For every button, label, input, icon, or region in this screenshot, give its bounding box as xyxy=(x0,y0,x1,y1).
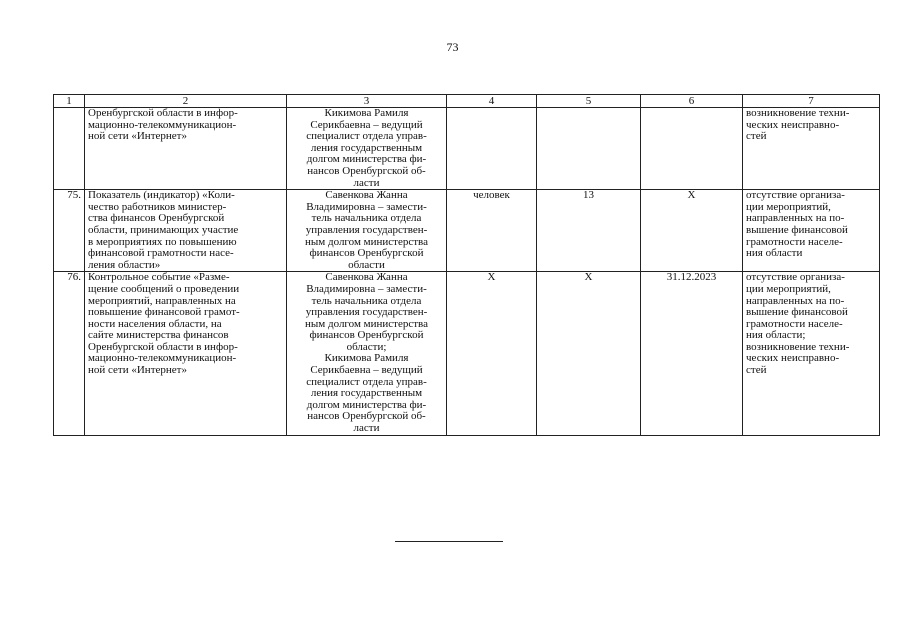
column-number: 4 xyxy=(447,95,537,108)
text-line: Владимировна – замести- xyxy=(306,200,427,213)
text-line: ным долгом министерства xyxy=(305,317,428,330)
text-line: грамотности населе- xyxy=(746,235,843,248)
text-line: стей xyxy=(746,364,767,377)
text-line: ния области; xyxy=(746,329,806,342)
row-number: 75. xyxy=(54,190,85,272)
text-line: Кикимова Рамиля xyxy=(324,107,409,119)
text-line: ции мероприятий, xyxy=(746,282,831,295)
text-line: ческих неисправно- xyxy=(746,118,840,131)
text-line: ления государственным xyxy=(310,387,423,400)
text-line: стей xyxy=(746,130,767,143)
text-line: специалист отдела управ- xyxy=(306,130,427,143)
text-line: ности населения области, на xyxy=(88,317,222,330)
responsible-person xyxy=(287,108,447,190)
text-line: ной сети «Интернет» xyxy=(88,130,187,143)
text-line: тель начальника отдела xyxy=(311,212,422,225)
text-line: Серикбаевна – ведущий xyxy=(310,118,423,131)
text-line: Серикбаевна – ведущий xyxy=(310,364,423,377)
text-line: направленных на по- xyxy=(746,294,845,307)
text-line: Оренбургской области в инфор- xyxy=(88,107,238,119)
table-row xyxy=(54,272,880,435)
indicator-description xyxy=(85,190,287,272)
text-line: долгом министерства фи- xyxy=(306,153,427,166)
unit-cell xyxy=(447,108,537,190)
page-number: 73 xyxy=(446,40,459,54)
text-line: грамотности населе- xyxy=(746,317,843,330)
text-line: повышение финансовой грамот- xyxy=(88,306,240,319)
text-line: ческих неисправно- xyxy=(746,352,840,365)
row-number xyxy=(54,108,85,190)
text-line: нансов Оренбургской об- xyxy=(307,410,426,423)
text-line: области xyxy=(348,258,385,271)
text-line: специалист отдела управ- xyxy=(306,375,427,388)
text-line: нансов Оренбургской об- xyxy=(307,164,426,177)
text-line: в мероприятиях по повышению xyxy=(88,235,237,248)
column-number: 5 xyxy=(537,95,641,108)
unit-cell: Х xyxy=(447,272,537,435)
risk-description xyxy=(743,272,880,435)
text-line: направленных на по- xyxy=(746,212,845,225)
column-number: 7 xyxy=(743,95,880,108)
column-number-row xyxy=(54,95,880,108)
unit-cell: человек xyxy=(447,190,537,272)
value-cell xyxy=(537,108,641,190)
text-line: чество работников министер- xyxy=(88,200,227,213)
plan-table xyxy=(53,94,880,436)
text-line: управления государствен- xyxy=(305,223,428,236)
text-line: Владимировна – замести- xyxy=(306,282,427,295)
text-line: области; xyxy=(346,340,387,353)
text-line: ции мероприятий, xyxy=(746,200,831,213)
text-line: Савенкова Жанна xyxy=(325,189,408,202)
text-line: вышение финансовой xyxy=(746,306,848,319)
table-row xyxy=(54,190,880,272)
table-row xyxy=(54,108,880,190)
text-line: управления государствен- xyxy=(305,306,428,319)
text-line: финансовой грамотности насе- xyxy=(88,247,234,260)
text-line: отсутствие организа- xyxy=(746,271,845,284)
text-line: ния области xyxy=(746,247,803,260)
deadline-cell: Х xyxy=(641,190,743,272)
text-line: ной сети «Интернет» xyxy=(88,364,187,377)
text-line: Кикимова Рамиля xyxy=(324,352,409,365)
text-line: вышение финансовой xyxy=(746,223,848,236)
text-line: ласти xyxy=(353,176,380,189)
risk-description xyxy=(743,108,880,190)
text-line: Савенкова Жанна xyxy=(325,271,408,284)
column-number: 6 xyxy=(641,95,743,108)
responsible-person xyxy=(287,272,447,435)
text-line: Оренбургской области в инфор- xyxy=(88,340,238,353)
column-number: 2 xyxy=(85,95,287,108)
text-line: щение сообщений о проведении xyxy=(88,282,240,295)
text-line: Показатель (индикатор) «Коли- xyxy=(88,189,235,202)
text-line: ласти xyxy=(353,422,380,435)
text-line: мероприятий, направленных на xyxy=(88,294,236,307)
row-number: 76. xyxy=(54,272,85,435)
text-line: возникновение техни- xyxy=(746,340,850,353)
text-line: сайте министерства финансов xyxy=(88,329,229,342)
text-line: ления области» xyxy=(88,258,161,271)
text-line: мационно-телекоммуникацион- xyxy=(88,352,237,365)
column-number: 3 xyxy=(287,95,447,108)
value-cell: Х xyxy=(537,272,641,435)
deadline-cell: 31.12.2023 xyxy=(641,272,743,435)
text-line: долгом министерства фи- xyxy=(306,398,427,411)
text-line: мационно-телекоммуникацион- xyxy=(88,118,237,131)
footer-divider xyxy=(395,541,503,542)
text-line: ства финансов Оренбургской xyxy=(88,212,225,225)
text-line: тель начальника отдела xyxy=(311,294,422,307)
text-line: области, принимающих участие xyxy=(88,223,239,236)
responsible-person xyxy=(287,190,447,272)
text-line: ным долгом министерства xyxy=(305,235,428,248)
text-line: отсутствие организа- xyxy=(746,189,845,202)
text-line: Контрольное событие «Разме- xyxy=(88,271,230,284)
text-line: финансов Оренбургской xyxy=(309,329,424,342)
text-line: возникновение техни- xyxy=(746,107,850,119)
text-line: ления государственным xyxy=(310,141,423,154)
indicator-description xyxy=(85,108,287,190)
deadline-cell xyxy=(641,108,743,190)
column-number: 1 xyxy=(54,95,85,108)
indicator-description xyxy=(85,272,287,435)
text-line: финансов Оренбургской xyxy=(309,247,424,260)
value-cell: 13 xyxy=(537,190,641,272)
risk-description xyxy=(743,190,880,272)
